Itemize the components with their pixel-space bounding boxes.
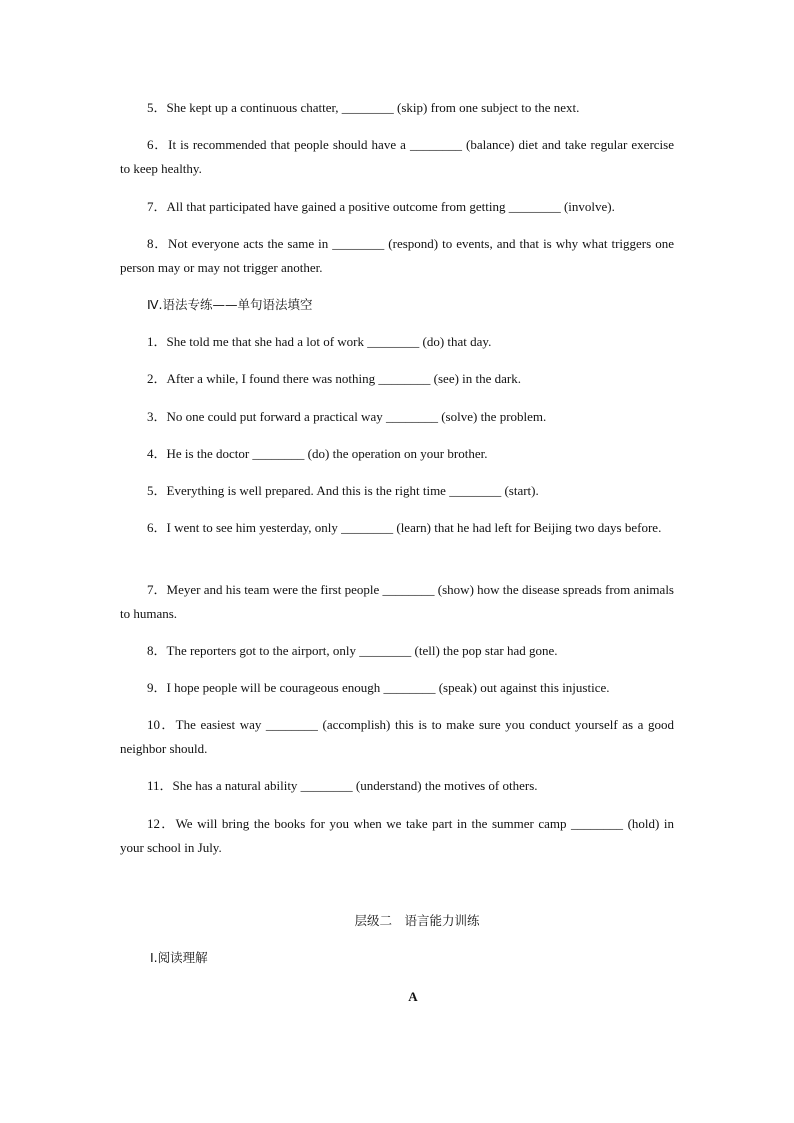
question-iv-1: 1．She told me that she had a lot of work ________ (do) that day. (147, 334, 492, 349)
question-iv-3: 3．No one could put forward a practical way ________ (solve) the problem. (147, 409, 547, 424)
question-iv-12: 12．We will bring the books for you when we take part in the summer camp ________ (hold) in your school in July. (120, 816, 674, 855)
question-iv-4: 4．He is the doctor ________ (do) the operation on your brother. (147, 446, 488, 461)
section-i-heading: Ⅰ.阅读理解 (150, 950, 208, 965)
level-two-heading: 层级二 语言能力训练 (354, 913, 480, 928)
question-iii-7: 7．All that participated have gained a positive outcome from getting ________ (involve). (147, 199, 615, 214)
question-iv-6: 6．I went to see him yesterday, only ________ (learn) that he had left for Beijing two days before. (147, 520, 662, 535)
question-iv-2: 2．After a while, I found there was nothing ________ (see) in the dark. (147, 371, 522, 386)
question-iv-10: 10．The easiest way ________ (accomplish) this is to make sure you conduct yourself as a good neighbor should. (120, 717, 674, 756)
question-iv-7: 7．Meyer and his team were the first people ________ (show) how the disease spreads from animals to humans. (120, 582, 674, 621)
question-iii-8: 8．Not everyone acts the same in ________ (respond) to events, and that is why what triggers one person may or may not trigger another. (120, 236, 674, 275)
section-iv-heading: Ⅳ.语法专练——单句语法填空 (147, 297, 313, 312)
question-iv-9: 9．I hope people will be courageous enough ________ (speak) out against this injustice. (147, 680, 610, 695)
question-iv-8: 8．The reporters got to the airport, only ________ (tell) the pop star had gone. (147, 643, 558, 658)
passage-label: A (408, 989, 418, 1004)
question-iv-11: 11．She has a natural ability ________ (understand) the motives of others. (147, 778, 538, 793)
question-iii-5: 5．She kept up a continuous chatter, ________ (skip) from one subject to the next. (147, 100, 580, 115)
question-iv-5: 5．Everything is well prepared. And this is the right time ________ (start). (147, 483, 539, 498)
question-iii-6: 6．It is recommended that people should have a ________ (balance) diet and take regular exercise to keep healthy. (120, 137, 674, 176)
